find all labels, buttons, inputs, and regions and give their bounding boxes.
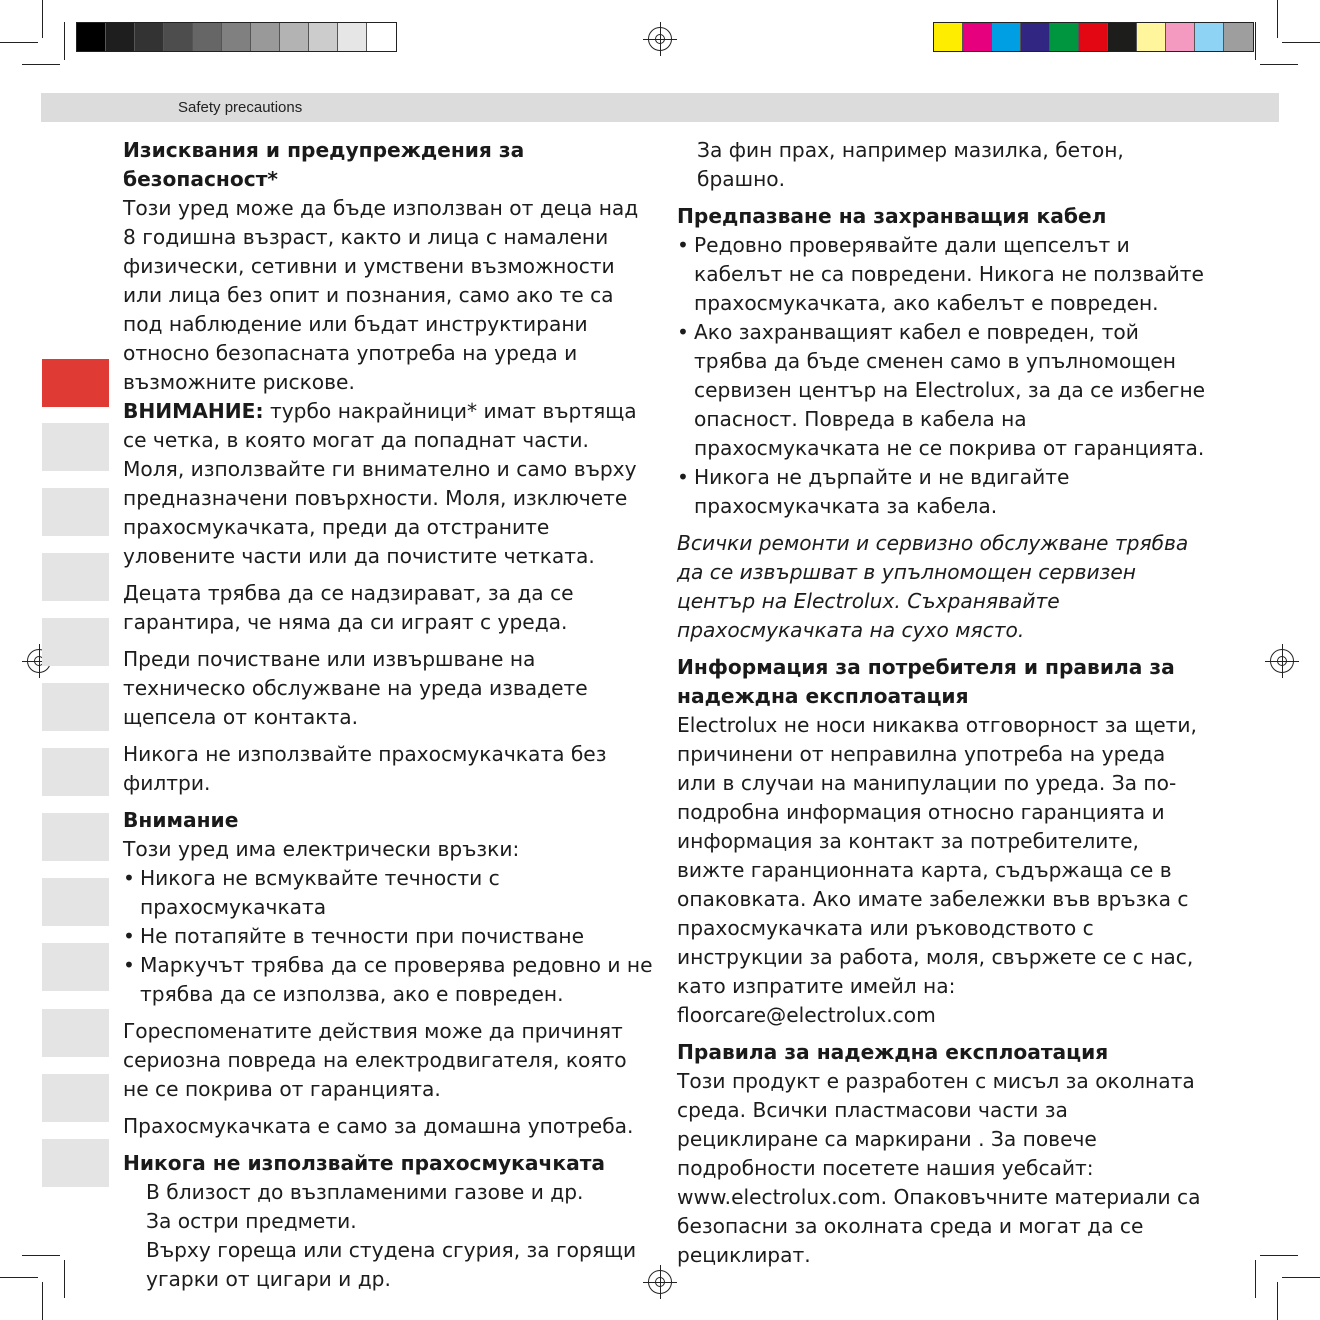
color-swatch xyxy=(106,23,135,51)
grayscale-color-bar xyxy=(76,22,397,52)
color-swatch xyxy=(934,23,963,51)
color-swatch xyxy=(222,23,251,51)
attention-heading: Внимание xyxy=(123,808,239,832)
crop-mark xyxy=(22,64,60,65)
language-tab xyxy=(42,878,109,926)
color-swatch xyxy=(135,23,164,51)
list-item: За остри предмети. xyxy=(146,1209,357,1233)
language-tab xyxy=(42,748,109,796)
list-item: • Редовно проверявайте дали щепселът и кабелът не са повредени. Никога не ползвайте прахосмукачката, ако кабелът е повреден. xyxy=(677,231,1207,318)
language-tab xyxy=(42,553,109,601)
color-swatch xyxy=(251,23,280,51)
turbo-warning xyxy=(123,397,653,571)
language-tab xyxy=(42,813,109,861)
color-swatch xyxy=(1050,23,1079,51)
attention-list xyxy=(123,864,653,1009)
language-tab xyxy=(42,683,109,731)
color-swatch xyxy=(1079,23,1108,51)
crop-mark xyxy=(1255,22,1256,60)
filters-note: Никога не използвайте прахосмукачката без филтри. xyxy=(123,742,607,795)
color-swatch xyxy=(963,23,992,51)
consumer-info-text xyxy=(677,711,1207,1030)
consumer-info-body: Electrolux не носи никаква отговорност за щети, причинени от неправилна употреба на уреда или в случаи на манипулации по уреда. За по-подробна информация относно гаранцията и информация за контакт за потребителите, вижте гаранционната карта, съдържаща се в опаковката. Ако имате забележки във връзка с прахосмукачката или ръководството с инструкции за работа, моля, свържете се с нас, като изпратите имейл на: xyxy=(677,713,1197,998)
crop-mark xyxy=(22,1255,60,1256)
language-tab xyxy=(42,1009,109,1057)
page-title: Safety precautions xyxy=(178,99,303,116)
color-swatch xyxy=(1108,23,1137,51)
language-tab xyxy=(42,943,109,991)
color-swatch xyxy=(280,23,309,51)
color-swatch xyxy=(1224,23,1253,51)
crop-mark xyxy=(1282,1277,1320,1278)
list-item: • Маркучът трябва да се проверява редовно и не трябва да се използва, ако е повреден. xyxy=(123,951,653,1009)
crop-mark xyxy=(0,42,38,43)
language-tab xyxy=(42,1139,109,1187)
attention-intro: Този уред има електрически връзки: xyxy=(123,837,520,861)
support-email-link[interactable]: floorcare@electrolux.com xyxy=(677,1003,936,1027)
left-column xyxy=(123,136,653,1294)
registration-mark-icon xyxy=(648,27,672,51)
safety-requirements-text: Този уред може да бъде използван от деца над 8 годишна възраст, както и лица с намалени физически, сетивни и умствени възможности или лица без опит и познания, само ако те са под наблюдение или бъдат инструктирани относно безопасната употреба на уреда и възможните рискове. xyxy=(123,196,639,394)
list-item: Върху гореща или студена сгурия, за горящи угарки от цигари и др. xyxy=(146,1238,637,1291)
crop-mark xyxy=(1260,64,1298,65)
crop-mark xyxy=(1282,42,1320,43)
list-item: За фин прах, например мазилка, бетон, брашно. xyxy=(697,138,1124,191)
list-item: • Не потапяйте в течности при почистване xyxy=(123,922,653,951)
color-swatch xyxy=(164,23,193,51)
environment-text: Този продукт е разработен с мисъл за околната среда. Всички пластмасови части за рециклиране са маркирани . За повече подробности посетете нашия уебсайт: www.electrolux.com. Опаковъчните материали са безопасни за околната среда и могат да се рециклират. xyxy=(677,1069,1201,1267)
language-tab xyxy=(42,488,109,536)
page-header xyxy=(41,93,1279,122)
color-swatch xyxy=(992,23,1021,51)
color-swatch xyxy=(193,23,222,51)
color-swatch xyxy=(1137,23,1166,51)
cable-heading: Предпазване на захранващия кабел xyxy=(677,204,1107,228)
domestic-use-note: Прахосмукачката е само за домашна употреба. xyxy=(123,1114,634,1138)
color-swatch xyxy=(338,23,367,51)
color-swatch xyxy=(309,23,338,51)
color-swatch xyxy=(1195,23,1224,51)
crop-mark xyxy=(0,1277,38,1278)
children-note: Децата трябва да се надзирават, за да се гарантира, че няма да си играят с уреда. xyxy=(123,581,574,634)
list-item: • Никога не всмуквайте течности с прахосмукачката xyxy=(123,864,653,922)
crop-mark xyxy=(1255,1260,1256,1298)
crop-mark xyxy=(64,22,65,60)
color-swatch xyxy=(367,23,396,51)
right-column xyxy=(677,136,1207,1270)
consumer-info-heading: Информация за потребителя и правила за надеждна експлоатация xyxy=(677,655,1175,708)
warning-label: ВНИМАНИЕ: xyxy=(123,399,264,423)
crop-mark xyxy=(1277,0,1278,38)
environment-heading: Правила за надеждна експлоатация xyxy=(677,1040,1109,1064)
language-tab-active xyxy=(42,359,109,407)
crop-mark xyxy=(42,0,43,38)
list-item: • Никога не дърпайте и не вдигайте прахосмукачката за кабела. xyxy=(677,463,1207,521)
never-use-heading: Никога не използвайте прахосмукачката xyxy=(123,1151,606,1175)
service-note: Всички ремонти и сервизно обслужване трябва да се извършват в упълномощен сервизен център на Electrolux. Съхранявайте прахосмукачката на сухо място. xyxy=(677,531,1189,642)
registration-mark-icon xyxy=(1270,649,1294,673)
language-tab xyxy=(42,618,109,666)
cable-list xyxy=(677,231,1207,521)
color-swatch xyxy=(1166,23,1195,51)
safety-requirements-heading: Изисквания и предупреждения за безопасност* xyxy=(123,138,525,191)
color-swatch xyxy=(1021,23,1050,51)
language-tab xyxy=(42,1074,109,1122)
crop-mark xyxy=(1277,1282,1278,1320)
crop-mark xyxy=(1260,1255,1298,1256)
list-item: • Ако захранващият кабел е повреден, той трябва да бъде сменен само в упълномощен сервизен център на Electrolux, за да се избегне опасност. Повреда в кабела на прахосмукачката не се покрива от гаранцията. xyxy=(677,318,1207,463)
motor-damage-note: Гореспоменатите действия може да причинят сериозна повреда на електродвигателя, която не се покрива от гаранцията. xyxy=(123,1019,627,1101)
unplug-note: Преди почистване или извършване на техническо обслужване на уреда извадете щепсела от контакта. xyxy=(123,647,588,729)
crop-mark xyxy=(64,1260,65,1298)
color-swatch xyxy=(77,23,106,51)
warning-text: турбо накрайници* имат въртяща се четка, в която могат да попаднат части. Моля, използвайте ги внимателно и само върху предназначени повърхности. Моля, изключете прахосмукачката, преди да отстраните уловените части или да почистите четката. xyxy=(123,399,637,568)
list-item: В близост до възпламеними газове и др. xyxy=(146,1180,584,1204)
cmyk-color-bar xyxy=(933,22,1254,52)
language-tab xyxy=(42,423,109,471)
crop-mark xyxy=(42,1282,43,1320)
